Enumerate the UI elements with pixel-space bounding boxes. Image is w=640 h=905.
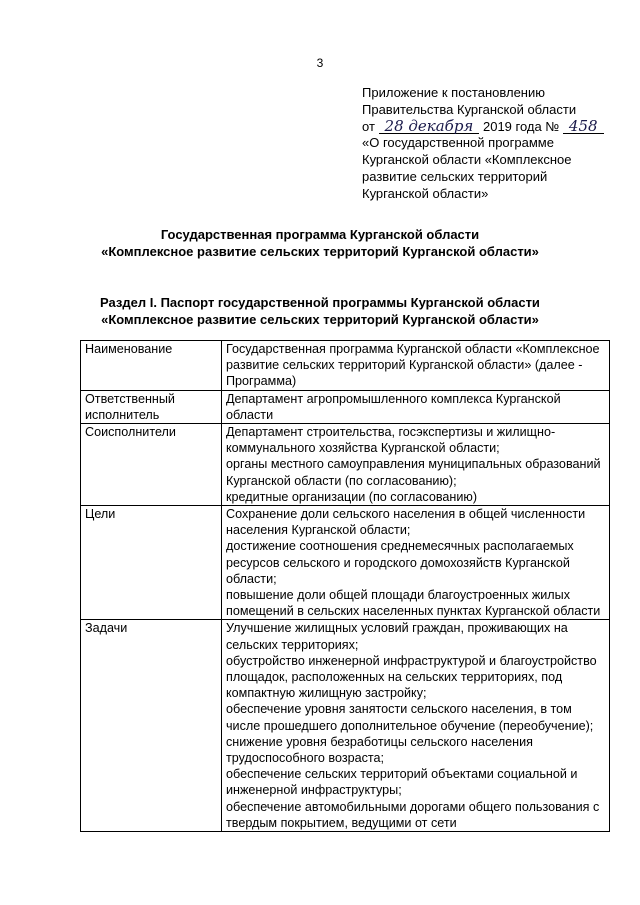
row-label: Соисполнители (81, 424, 222, 506)
row-content-item: Департамент строительства, госэкспертизы и жилищно-коммунального хозяйства Курганской области; (226, 425, 556, 456)
row-content-item: обеспечение уровня занятости сельского населения, в том числе прошедшего дополнительное обучение (переобучение); (226, 702, 594, 733)
row-content-item: обеспечение сельских территорий объектами социальной и инженерной инфраструктуры; (226, 767, 578, 798)
row-content-item: Департамент агропромышленного комплекса Курганской области (226, 391, 561, 422)
section-heading (0, 294, 640, 328)
appendix-date-line (362, 116, 632, 136)
row-content (222, 390, 610, 423)
row-content (222, 341, 610, 391)
row-label: Задачи (81, 620, 222, 832)
table-row (81, 390, 610, 423)
row-content-item: кредитные организации (по согласованию) (226, 489, 478, 504)
row-content-item: Улучшение жилищных условий граждан, проживающих на сельских территориях; (226, 621, 568, 652)
appendix-line-4: «О государственной программе (362, 135, 554, 151)
row-content-item: Государственная программа Курганской области «Комплексное развитие сельских территорий Курганской области» (далее - Программа) (226, 342, 600, 389)
row-content-item: обеспечение автомобильными дорогами общего пользования с твердым покрытием, ведущими от сети (226, 799, 600, 830)
row-content-item: повышение доли общей площади благоустроенных жилых помещений в сельских населенных пунктах Курганской области (226, 588, 601, 619)
appendix-block (362, 85, 632, 203)
row-content-item: органы местного самоуправления муниципальных образований Курганской области (по согласованию); (226, 457, 601, 488)
row-content (222, 506, 610, 620)
row-label: Наименование (81, 341, 222, 391)
table-row (81, 506, 610, 620)
appendix-line-2: Правительства Курганской области (362, 101, 577, 117)
document-title-line-2: «Комплексное развитие сельских территорий Курганской области» (101, 244, 539, 259)
handwritten-date: 28 декабря (379, 119, 480, 134)
page-number: 3 (316, 56, 324, 70)
appendix-line-7: Курганской области» (362, 185, 489, 201)
row-label: Цели (81, 506, 222, 620)
document-title (0, 226, 640, 260)
table-row (81, 424, 610, 506)
appendix-line-1: Приложение к постановлению (362, 85, 545, 100)
appendix-line-6: развитие сельских территорий (362, 168, 548, 184)
appendix-year-text: 2019 года № (482, 118, 560, 134)
appendix-line-5: Курганской области «Комплексное (362, 152, 572, 168)
handwritten-number: 458 (563, 119, 604, 134)
table-row (81, 341, 610, 391)
row-content-item: снижение уровня безработицы сельского населения трудоспособного возраста; (226, 734, 533, 766)
row-content-item: Сохранение доли сельского населения в общей численности населения Курганской области; (226, 507, 586, 538)
section-heading-line-2: «Комплексное развитие сельских территорий Курганской области» (101, 312, 539, 327)
passport-table-body (81, 341, 610, 832)
appendix-date-prefix: от (362, 118, 375, 134)
row-content (222, 424, 610, 506)
passport-table (80, 340, 610, 832)
row-label: Ответственный исполнитель (81, 390, 222, 423)
row-content-item: обустройство инженерной инфраструктурой и благоустройство площадок, расположенных на сельских территориях, под компактную жилищную застройку; (226, 653, 597, 701)
table-row (81, 620, 610, 832)
row-content-item: достижение соотношения среднемесячных располагаемых ресурсов сельского и городского домохозяйств Курганской области; (226, 539, 574, 586)
document-title-line-1: Государственная программа Курганской области (160, 227, 480, 242)
section-heading-line-1: Раздел I. Паспорт государственной программы Курганской области (100, 295, 540, 310)
row-content (222, 620, 610, 832)
